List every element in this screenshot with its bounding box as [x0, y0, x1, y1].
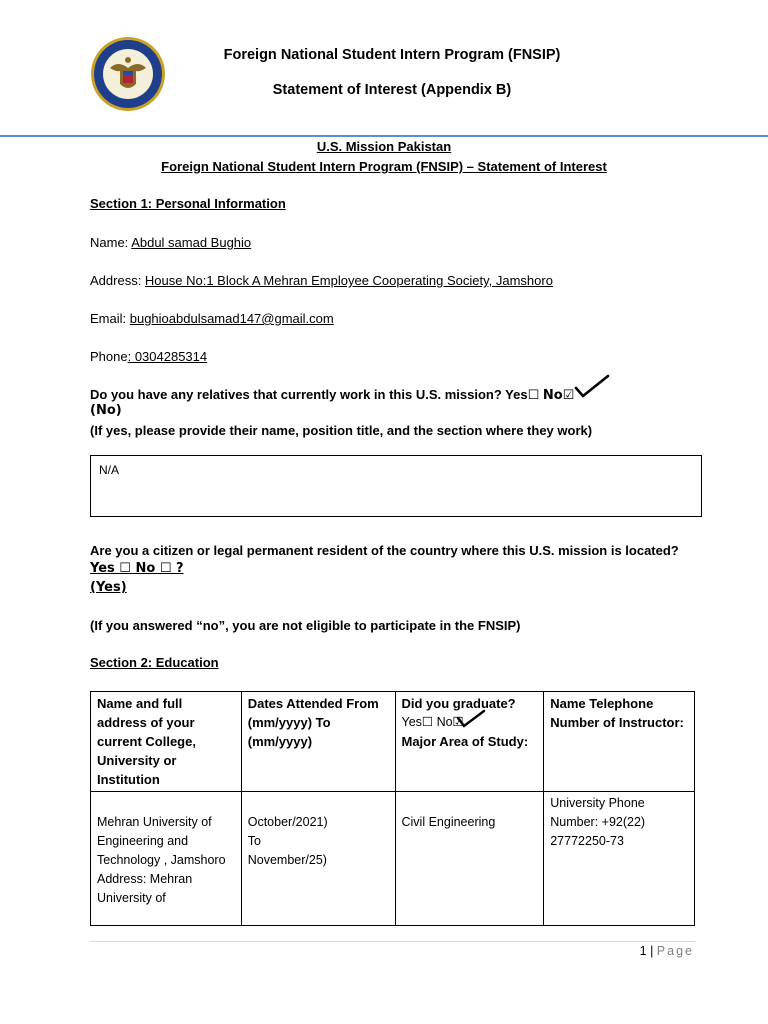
section1-title: Section 1: Personal Information	[90, 196, 286, 211]
relatives-question-text: Do you have any relatives that currently work in this U.S. mission? Yes☐	[90, 387, 543, 402]
header-divider	[0, 135, 768, 137]
section2-title: Section 2: Education	[90, 655, 219, 670]
page-number: 1	[639, 944, 647, 958]
institution-cell[interactable]	[91, 792, 242, 926]
address-field	[90, 273, 553, 288]
name-field	[90, 235, 251, 250]
page-separator: |	[646, 944, 657, 958]
major-header: Major Area of Study:	[401, 734, 529, 749]
checkmark-icon	[574, 374, 610, 400]
relatives-instructions: (If yes, please provide their name, position title, and the section where they work)	[90, 423, 593, 438]
graduate-no: No☑	[436, 715, 464, 729]
relatives-details-box[interactable]	[90, 455, 702, 517]
education-table	[90, 691, 695, 926]
eligibility-note: (If you answered “no”, you are not eligible to participate in the FNSIP)	[90, 618, 521, 633]
graduate-question: Did you graduate?	[401, 696, 516, 711]
citizen-options: Yes ☐ No ☐ ?	[90, 561, 184, 576]
graduate-yes: Yes☐	[401, 715, 437, 729]
appendix-subtitle: Statement of Interest (Appendix B)	[272, 82, 512, 98]
major-cell[interactable]: Civil Engineering	[395, 792, 544, 926]
relatives-answer: (No)	[90, 403, 122, 418]
name-value: Abdul samad Bughio	[131, 235, 252, 250]
email-label: Email:	[90, 311, 130, 326]
name-label: Name:	[90, 235, 132, 250]
relatives-no-option: No☑	[542, 388, 575, 403]
citizen-answer: (Yes)	[90, 580, 127, 595]
email-value: bughioabdulsamad147@gmail.com	[129, 311, 334, 326]
footer-divider	[90, 941, 695, 942]
phone-field	[90, 349, 207, 364]
graduate-checkmark-icon	[456, 708, 486, 730]
mission-heading: U.S. Mission Pakistan	[316, 139, 452, 154]
table-row	[91, 792, 695, 926]
email-field	[90, 311, 334, 326]
date-from: October/2021)	[247, 815, 328, 829]
relatives-question	[90, 387, 574, 403]
relatives-details-value: N/A	[99, 463, 120, 477]
page-footer	[90, 944, 694, 958]
col-instructor-header: Name Telephone Number of Instructor:	[544, 692, 695, 792]
form-title: Foreign National Student Intern Program (FNSIP) – Statement of Interest	[161, 159, 607, 174]
col-graduate-header	[395, 692, 544, 792]
institution-address: Address: Mehran University of	[97, 872, 193, 905]
col-dates-header: Dates Attended From (mm/yyyy) To (mm/yyyy)	[241, 692, 395, 792]
page-label: Page	[656, 944, 694, 958]
address-value: House No:1 Block A Mehran Employee Cooperating Society, Jamshoro	[144, 273, 553, 288]
date-to-label: To	[247, 834, 261, 848]
dates-cell[interactable]	[241, 792, 395, 926]
program-title: Foreign National Student Intern Program (FNSIP)	[223, 47, 561, 63]
citizen-question: Are you a citizen or legal permanent resident of the country where this U.S. mission is located?	[90, 543, 679, 558]
address-label: Address:	[90, 273, 145, 288]
date-to: November/25)	[247, 853, 327, 867]
institution-name: Mehran University of Engineering and Technology , Jamshoro	[97, 815, 226, 867]
instructor-cell[interactable]: University Phone Number: +92(22) 27772250-73	[544, 792, 695, 926]
table-header-row	[91, 692, 695, 792]
phone-label: Phone	[90, 349, 128, 364]
col-institution-header: Name and full address of your current College, University or Institution	[91, 692, 242, 792]
phone-value: : 0304285314	[127, 349, 208, 364]
